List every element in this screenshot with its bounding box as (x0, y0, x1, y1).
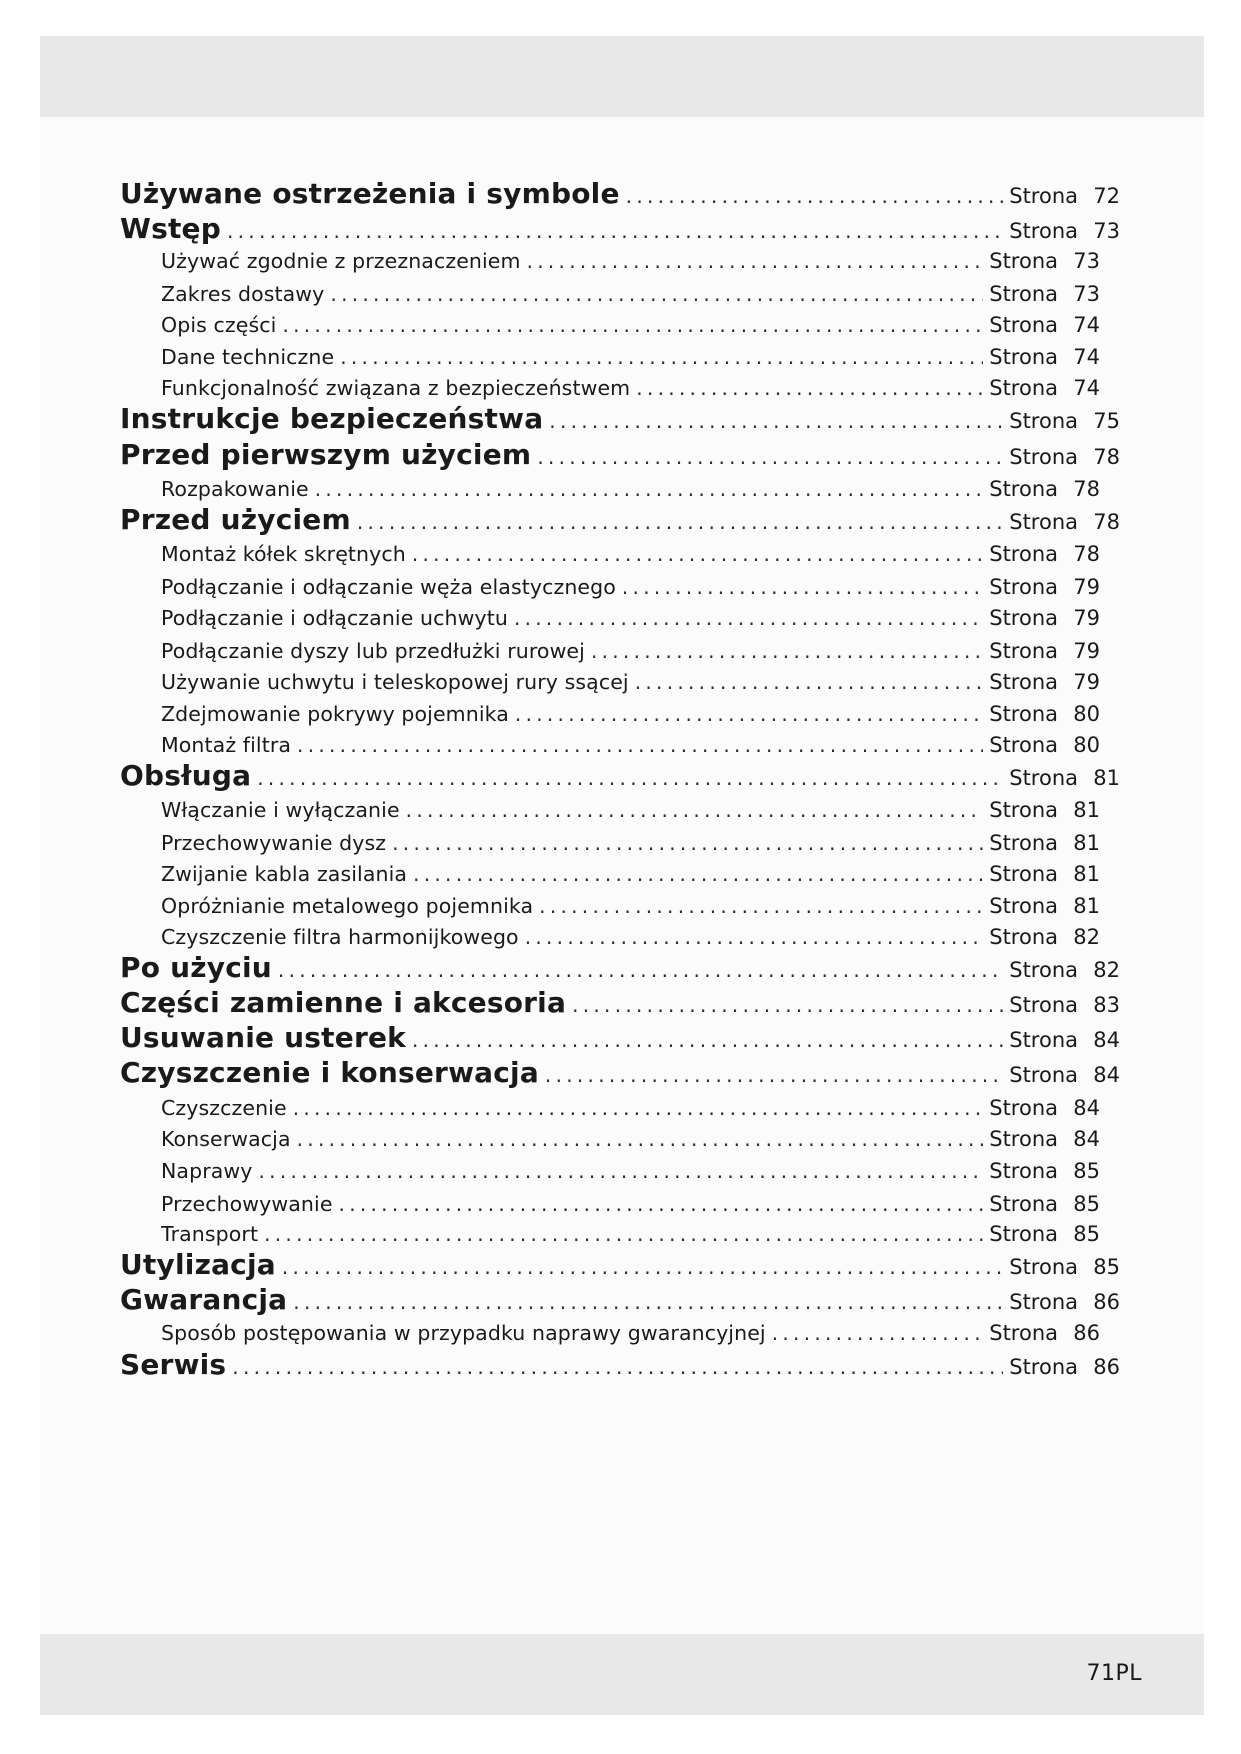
toc-entry-title: Przed pierwszym użyciem (120, 438, 532, 471)
toc-page-number: 74 (1073, 376, 1100, 400)
toc-entry-title: Czyszczenie (161, 1096, 287, 1120)
toc-page-label: Strona (1009, 958, 1078, 982)
toc-entry-title: Sposób postępowania w przypadku naprawy gwarancyjnej (161, 1321, 766, 1345)
toc-page-number: 81 (1073, 894, 1100, 918)
toc-page-number: 78 (1073, 542, 1100, 566)
toc-page-number: 84 (1073, 1127, 1100, 1151)
toc-dot-leader (549, 409, 1003, 433)
toc-page-label: Strona (1009, 1355, 1078, 1379)
toc-page-label: Strona (989, 639, 1058, 663)
toc-dot-leader (626, 184, 1004, 208)
toc-dot-leader (537, 445, 1003, 469)
toc-dot-leader (278, 958, 1003, 982)
toc-subsection-entry[interactable] (161, 925, 1100, 949)
toc-subsection-entry[interactable] (161, 670, 1100, 694)
toc-entry-title: Przechowywanie (161, 1192, 333, 1216)
toc-subsection-entry[interactable] (161, 862, 1100, 886)
toc-section-entry[interactable] (120, 1283, 1120, 1316)
toc-dot-leader (264, 1222, 983, 1246)
toc-entry-title: Zakres dostawy (161, 282, 325, 306)
toc-page-number: 75 (1093, 409, 1120, 433)
toc-section-entry[interactable] (120, 759, 1120, 792)
toc-entry-title: Czyszczenie i konserwacja (120, 1056, 539, 1089)
toc-page-number: 81 (1073, 798, 1100, 822)
toc-section-entry[interactable] (120, 1248, 1120, 1281)
toc-subsection-entry[interactable] (161, 249, 1100, 273)
page-number: 71PL (1086, 1661, 1142, 1686)
toc-page-number: 79 (1073, 670, 1100, 694)
toc-page-label: Strona (1009, 445, 1078, 469)
toc-entry-title: Przed użyciem (120, 503, 351, 536)
toc-page-number: 81 (1073, 831, 1100, 855)
toc-page-label: Strona (989, 1321, 1058, 1345)
toc-dot-leader (282, 313, 983, 337)
toc-dot-leader (591, 639, 983, 663)
toc-section-entry[interactable] (120, 177, 1120, 210)
toc-page-label: Strona (989, 894, 1058, 918)
toc-entry-title: Czyszczenie filtra harmonijkowego (161, 925, 519, 949)
toc-page-label: Strona (989, 542, 1058, 566)
toc-dot-leader (297, 733, 983, 757)
toc-page-label: Strona (1009, 1028, 1078, 1052)
toc-section-entry[interactable] (120, 503, 1120, 536)
toc-page-number: 73 (1093, 219, 1120, 243)
toc-section-entry[interactable] (120, 212, 1120, 245)
toc-dot-leader (340, 345, 983, 369)
toc-dot-leader (539, 894, 983, 918)
toc-page-label: Strona (1009, 1255, 1078, 1279)
toc-entry-title: Montaż filtra (161, 733, 292, 757)
toc-subsection-entry[interactable] (161, 282, 1100, 306)
toc-dot-leader (297, 1127, 984, 1151)
toc-subsection-entry[interactable] (161, 1127, 1100, 1151)
toc-entry-title: Używane ostrzeżenia i symbole (120, 177, 620, 210)
toc-page-number: 85 (1093, 1255, 1120, 1279)
toc-entry-title: Włączanie i wyłączanie (161, 798, 400, 822)
toc-dot-leader (227, 219, 1003, 243)
toc-entry-title: Funkcjonalność związana z bezpieczeństwem (161, 376, 631, 400)
toc-entry-title: Serwis (120, 1348, 227, 1381)
toc-page-number: 82 (1093, 958, 1120, 982)
toc-page-label: Strona (1009, 184, 1078, 208)
toc-page-label: Strona (989, 1159, 1058, 1183)
toc-section-entry[interactable] (120, 986, 1120, 1019)
toc-subsection-entry[interactable] (161, 639, 1100, 663)
toc-dot-leader (514, 606, 983, 630)
toc-entry-title: Usuwanie usterek (120, 1021, 406, 1054)
toc-dot-leader (412, 542, 983, 566)
toc-dot-leader (339, 1192, 984, 1216)
toc-subsection-entry[interactable] (161, 606, 1100, 630)
toc-dot-leader (257, 766, 1003, 790)
toc-dot-leader (525, 925, 984, 949)
toc-entry-title: Transport (161, 1222, 259, 1246)
toc-entry-title: Montaż kółek skrętnych (161, 542, 406, 566)
toc-subsection-entry[interactable] (161, 831, 1100, 855)
toc-page-label: Strona (989, 376, 1058, 400)
toc-section-entry[interactable] (120, 951, 1120, 984)
toc-page-label: Strona (989, 282, 1058, 306)
toc-page-label: Strona (1009, 219, 1078, 243)
toc-entry-title: Podłączanie dyszy lub przedłużki rurowej (161, 639, 585, 663)
toc-dot-leader (636, 376, 983, 400)
toc-subsection-entry[interactable] (161, 345, 1100, 369)
toc-entry-title: Podłączanie i odłączanie węża elastycznego (161, 575, 616, 599)
toc-page-number: 85 (1073, 1159, 1100, 1183)
toc-page-number: 84 (1073, 1096, 1100, 1120)
toc-page-number: 79 (1073, 639, 1100, 663)
toc-page-label: Strona (989, 831, 1058, 855)
toc-entry-title: Naprawy (161, 1159, 253, 1183)
toc-page-label: Strona (989, 1096, 1058, 1120)
toc-dot-leader (527, 249, 984, 273)
toc-dot-leader (635, 670, 984, 694)
toc-page-number: 84 (1093, 1028, 1120, 1052)
toc-page-number: 80 (1073, 733, 1100, 757)
toc-entry-title: Instrukcje bezpieczeństwa (120, 402, 544, 435)
toc-page-label: Strona (989, 345, 1058, 369)
toc-page-number: 73 (1073, 249, 1100, 273)
toc-page-label: Strona (1009, 766, 1078, 790)
toc-page-number: 83 (1093, 993, 1120, 1017)
toc-page-number: 84 (1093, 1063, 1120, 1087)
toc-dot-leader (412, 1028, 1003, 1052)
toc-page-number: 78 (1073, 477, 1100, 501)
toc-page-label: Strona (989, 1192, 1058, 1216)
toc-page-label: Strona (989, 733, 1058, 757)
toc-page-number: 81 (1093, 766, 1120, 790)
toc-dot-leader (293, 1290, 1003, 1314)
toc-section-entry[interactable] (120, 438, 1120, 471)
toc-page-label: Strona (989, 702, 1058, 726)
toc-entry-title: Utylizacja (120, 1248, 276, 1281)
toc-entry-title: Używać zgodnie z przeznaczeniem (161, 249, 521, 273)
toc-section-entry[interactable] (120, 1348, 1120, 1381)
toc-subsection-entry[interactable] (161, 702, 1100, 726)
toc-page-label: Strona (989, 1222, 1058, 1246)
toc-subsection-entry[interactable] (161, 542, 1100, 566)
toc-dot-leader (413, 862, 983, 886)
toc-page-number: 85 (1073, 1192, 1100, 1216)
toc-page-label: Strona (989, 1127, 1058, 1151)
toc-subsection-entry[interactable] (161, 733, 1100, 757)
toc-subsection-entry[interactable] (161, 575, 1100, 599)
toc-page-label: Strona (1009, 409, 1078, 433)
toc-page-label: Strona (1009, 1063, 1078, 1087)
toc-section-entry[interactable] (120, 402, 1120, 435)
toc-subsection-entry[interactable] (161, 1222, 1100, 1246)
toc-entry-title: Podłączanie i odłączanie uchwytu (161, 606, 508, 630)
toc-page-number: 82 (1073, 925, 1100, 949)
toc-subsection-entry[interactable] (161, 1321, 1100, 1345)
toc-dot-leader (315, 477, 984, 501)
toc-page-label: Strona (989, 575, 1058, 599)
toc-page-number: 79 (1073, 575, 1100, 599)
toc-page-number: 78 (1093, 510, 1120, 534)
toc-page-label: Strona (989, 313, 1058, 337)
toc-entry-title: Używanie uchwytu i teleskopowej rury ssącej (161, 670, 629, 694)
toc-dot-leader (282, 1255, 1003, 1279)
toc-dot-leader (259, 1159, 984, 1183)
toc-subsection-entry[interactable] (161, 313, 1100, 337)
toc-subsection-entry[interactable] (161, 1192, 1100, 1216)
toc-page-number: 74 (1073, 313, 1100, 337)
toc-page-label: Strona (989, 606, 1058, 630)
toc-page-number: 79 (1073, 606, 1100, 630)
toc-page-label: Strona (989, 798, 1058, 822)
toc-subsection-entry[interactable] (161, 798, 1100, 822)
toc-entry-title: Rozpakowanie (161, 477, 309, 501)
toc-entry-title: Dane techniczne (161, 345, 335, 369)
toc-entry-title: Obsługa (120, 759, 252, 792)
toc-page-label: Strona (989, 670, 1058, 694)
toc-entry-title: Zdejmowanie pokrywy pojemnika (161, 702, 509, 726)
toc-page-label: Strona (1009, 510, 1078, 534)
toc-dot-leader (330, 282, 983, 306)
toc-entry-title: Przechowywanie dysz (161, 831, 387, 855)
toc-entry-title: Opis części (161, 313, 277, 337)
toc-dot-leader (622, 575, 983, 599)
toc-entry-title: Zwijanie kabla zasilania (161, 862, 408, 886)
toc-page-number: 80 (1073, 702, 1100, 726)
toc-entry-title: Po użyciu (120, 951, 272, 984)
toc-dot-leader (406, 798, 984, 822)
toc-entry-title: Gwarancja (120, 1283, 288, 1316)
toc-subsection-entry[interactable] (161, 1096, 1100, 1120)
toc-subsection-entry[interactable] (161, 894, 1100, 918)
toc-page-label: Strona (1009, 993, 1078, 1017)
toc-page-number: 72 (1093, 184, 1120, 208)
toc-section-entry[interactable] (120, 1021, 1120, 1054)
toc-page-number: 78 (1093, 445, 1120, 469)
toc-section-entry[interactable] (120, 1056, 1120, 1089)
toc-dot-leader (357, 510, 1003, 534)
toc-page-label: Strona (989, 862, 1058, 886)
toc-page-number: 81 (1073, 862, 1100, 886)
toc-page-number: 85 (1073, 1222, 1100, 1246)
toc-entry-title: Części zamienne i akcesoria (120, 986, 567, 1019)
toc-dot-leader (232, 1355, 1003, 1379)
toc-entry-title: Konserwacja (161, 1127, 291, 1151)
toc-page-number: 74 (1073, 345, 1100, 369)
toc-dot-leader (392, 831, 983, 855)
toc-page-label: Strona (1009, 1290, 1078, 1314)
toc-page-number: 86 (1093, 1290, 1120, 1314)
toc-page-number: 86 (1073, 1321, 1100, 1345)
toc-dot-leader (545, 1063, 1003, 1087)
toc-page-label: Strona (989, 477, 1058, 501)
toc-entry-title: Opróżnianie metalowego pojemnika (161, 894, 534, 918)
toc-page-number: 73 (1073, 282, 1100, 306)
toc-subsection-entry[interactable] (161, 477, 1100, 501)
toc-subsection-entry[interactable] (161, 1159, 1100, 1183)
toc-dot-leader (772, 1321, 984, 1345)
toc-entry-title: Wstęp (120, 212, 221, 245)
toc-page-label: Strona (989, 249, 1058, 273)
toc-page-label: Strona (989, 925, 1058, 949)
toc-subsection-entry[interactable] (161, 376, 1100, 400)
toc-dot-leader (572, 993, 1003, 1017)
toc-dot-leader (293, 1096, 984, 1120)
toc-page-number: 86 (1093, 1355, 1120, 1379)
toc-dot-leader (515, 702, 983, 726)
